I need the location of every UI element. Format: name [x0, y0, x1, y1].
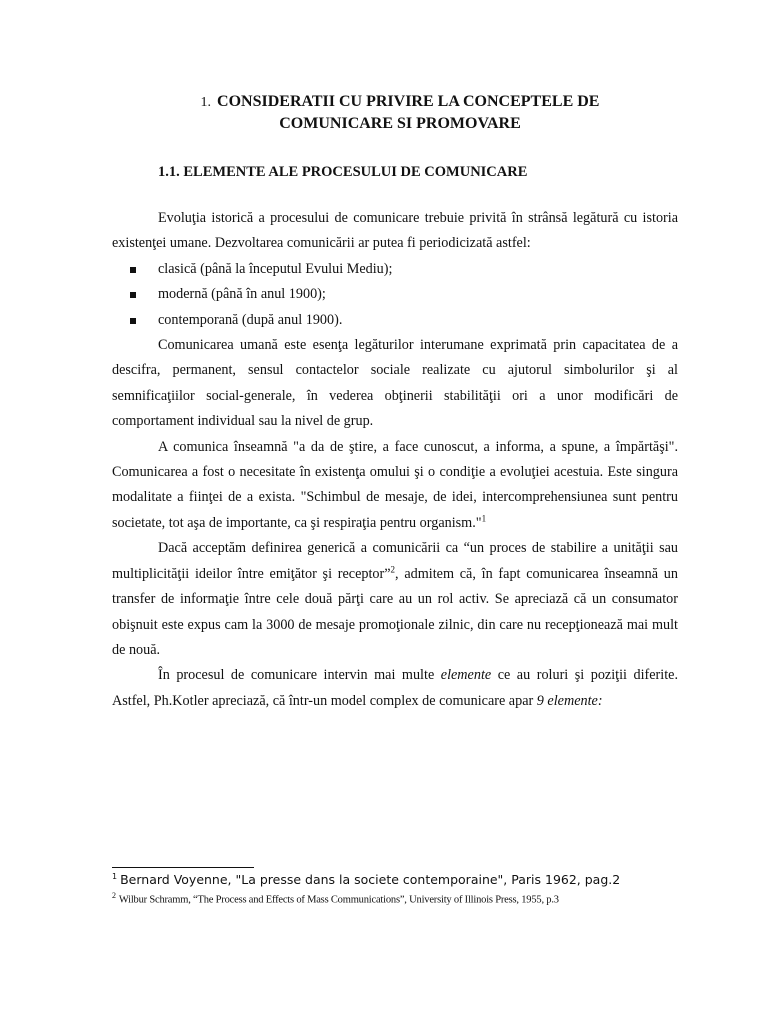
- paragraph-communication: Comunicarea umană este esenţa legăturilor interumane exprimată prin capacitatea de a descifra, permanent, sensul contactelor sociale realizate cu ajutorul simbolurilor şi al semnificaţiilor social-generale, în vederea obţinerii stabilităţii ori a unor modificări de comportament individual sau la nivel de grup.: [112, 337, 678, 430]
- periods-list: [112, 257, 678, 333]
- body-text: [112, 206, 678, 714]
- paragraph-elements: În procesul de comunicare intervin mai multe elemente ce au roluri şi poziţii diferite. Astfel, Ph.Kotler apreciază, că într-un model complex de comunicare apar 9 elemente:: [112, 667, 679, 709]
- footnote-ref-2: 2: [390, 563, 396, 574]
- section-heading: 1.1. ELEMENTE ALE PROCESULUI DE COMUNICARE: [158, 164, 528, 180]
- paragraph-definition: A comunica înseamnă "a da de ştire, a face cunoscut, a informa, a spune, a împărtăşi". Comunicarea a fost o necesitate în existenţa omului şi o condiţie a evoluţiei acestuia. Este singura modalitate a fiinţei de a exista. "Schimbul de mesaje, de idei, intercomprehensiunea sunt pentru societate, tot aşa de importante, ca şi respiraţia pentru organism."$^1$: [112, 438, 678, 531]
- bullet-icon: [130, 267, 136, 273]
- list-item: contemporană (după anul 1900).: [112, 308, 678, 333]
- chapter-title-line1: 1. CONSIDERATII CU PRIVIRE LA CONCEPTELE DE: [200, 93, 600, 110]
- chapter-title-line2: COMUNICARE SI PROMOVARE: [279, 115, 521, 132]
- list-item: modernă (până în anul 1900);: [112, 282, 678, 307]
- chapter-heading: [100, 91, 700, 134]
- list-item: clasică (până la începutul Evului Mediu);: [112, 257, 678, 282]
- footnote-ref-1: 1: [481, 513, 487, 524]
- footnote-1: $^1$ Bernard Voyenne, "La presse dans la societe contemporaine", Paris 1962, pag.2: [112, 872, 621, 888]
- paragraph-generic-definition: Dacă acceptăm definirea generică a comunicării ca “un proces de stabilire a unităţii sau multiplicităţii ideilor între emiţător şi receptor”$^2$, admitem că, în fapt comunicarea înseamnă un transfer de informaţie între cele două părţi care au un rol activ. Se apreciază că un consumator obişnuit este expus cam la 3000 de mesaje promoţionale zilnic, din care nu recepţionează mai mult de nouă.: [112, 540, 678, 658]
- bullet-icon: [130, 318, 136, 324]
- bullet-icon: [130, 292, 136, 298]
- footnote-separator: [112, 867, 254, 868]
- footnote-2: $^2$ Wilbur Schramm, “The Process and Effects of Mass Communications”, University of Illinois Press, 1955, p.3: [112, 891, 559, 906]
- paragraph-intro: Evoluţia istorică a procesului de comunicare trebuie privită în strânsă legătură cu istoria existenţei umane. Dezvoltarea comunicării ar putea fi periodicizată astfel:: [112, 210, 678, 252]
- chapter-number: 1.: [200, 95, 212, 110]
